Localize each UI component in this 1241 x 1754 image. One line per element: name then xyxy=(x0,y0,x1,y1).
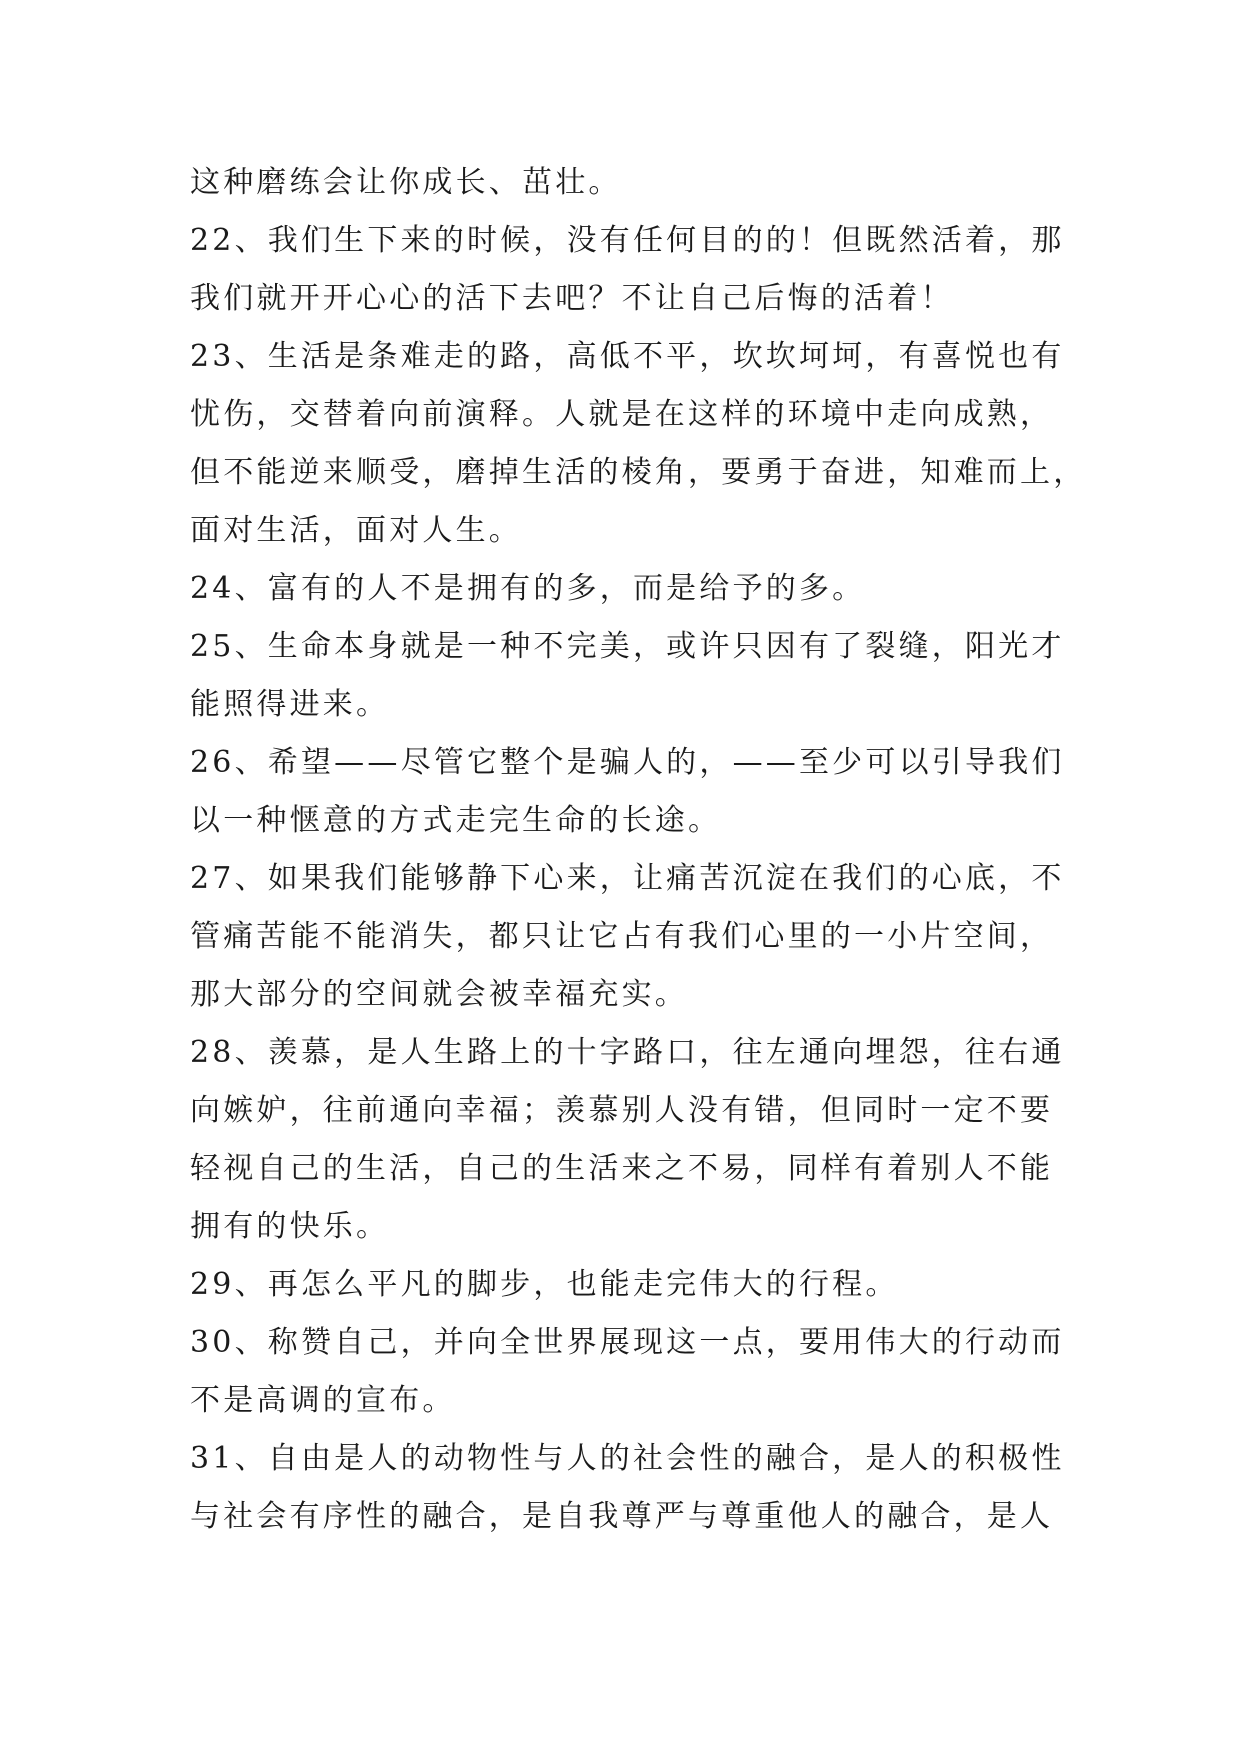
text-line: 忧伤，交替着向前演释。人就是在这样的环境中走向成熟， xyxy=(190,397,1054,432)
text-line: 23、生活是条难走的路，高低不平，坎坎坷坷，有喜悦也有 xyxy=(190,339,1065,374)
text-line: 31、自由是人的动物性与人的社会性的融合，是人的积极性 xyxy=(190,1441,1065,1476)
text-line: 26、希望——尽管它整个是骗人的，——至少可以引导我们 xyxy=(190,745,1065,780)
text-line: 不是高调的宣布。 xyxy=(190,1383,456,1418)
text-line: 30、称赞自己，并向全世界展现这一点，要用伟大的行动而 xyxy=(190,1325,1065,1360)
text-line: 我们就开开心心的活下去吧？不让自己后悔的活着！ xyxy=(190,281,954,316)
text-line: 能照得进来。 xyxy=(190,687,390,722)
document-body xyxy=(190,154,1087,1546)
text-line: 24、富有的人不是拥有的多，而是给予的多。 xyxy=(190,571,866,606)
text-line: 与社会有序性的融合，是自我尊严与尊重他人的融合，是人 xyxy=(190,1499,1054,1534)
text-line: 面对生活，面对人生。 xyxy=(190,513,522,548)
text-line: 但不能逆来顺受，磨掉生活的棱角，要勇于奋进，知难而上， xyxy=(190,455,1087,490)
text-line: 28、羡慕，是人生路上的十字路口，往左通向埋怨，往右通 xyxy=(190,1035,1065,1070)
text-line: 22、我们生下来的时候，没有任何目的的！但既然活着，那 xyxy=(190,223,1065,258)
text-line: 拥有的快乐。 xyxy=(190,1209,390,1244)
text-line: 那大部分的空间就会被幸福充实。 xyxy=(190,977,688,1012)
text-line: 29、再怎么平凡的脚步，也能走完伟大的行程。 xyxy=(190,1267,899,1302)
text-line: 轻视自己的生活，自己的生活来之不易，同样有着别人不能 xyxy=(190,1151,1054,1186)
text-line: 管痛苦能不能消失，都只让它占有我们心里的一小片空间， xyxy=(190,919,1054,954)
text-line: 以一种惬意的方式走完生命的长途。 xyxy=(190,803,722,838)
text-line: 这种磨练会让你成长、茁壮。 xyxy=(190,165,622,200)
text-line: 25、生命本身就是一种不完美，或许只因有了裂缝，阳光才 xyxy=(190,629,1065,664)
text-line: 向嫉妒，往前通向幸福；羡慕别人没有错，但同时一定不要 xyxy=(190,1093,1054,1128)
text-line: 27、如果我们能够静下心来，让痛苦沉淀在我们的心底，不 xyxy=(190,861,1065,896)
